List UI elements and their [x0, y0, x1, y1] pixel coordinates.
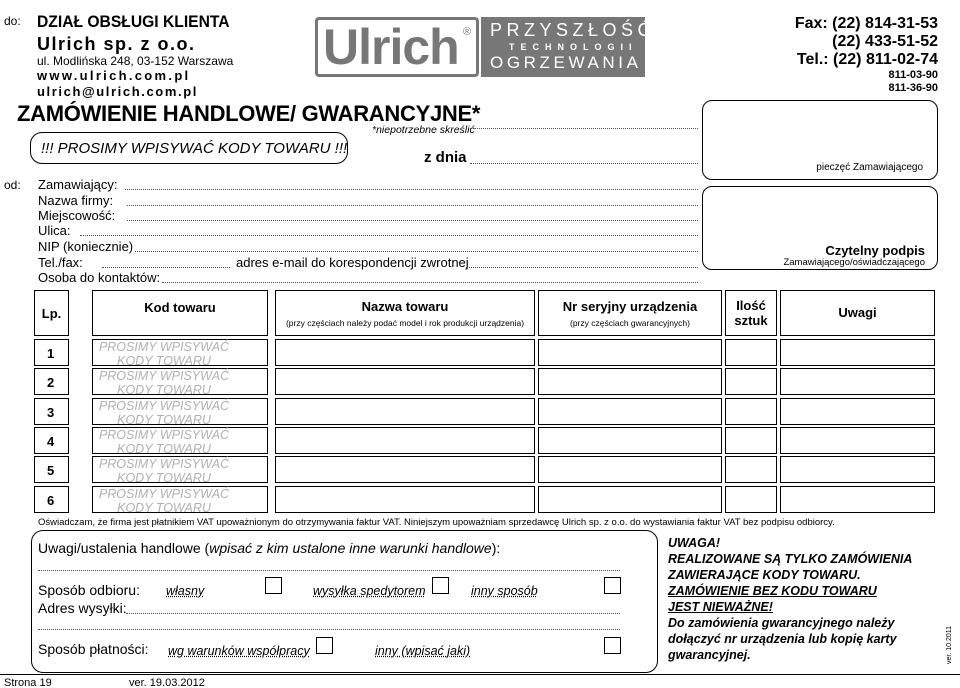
table-cell-notes[interactable] — [780, 486, 935, 513]
field-email[interactable] — [466, 267, 698, 268]
code-hint — [93, 428, 235, 456]
field-ulica[interactable] — [80, 235, 698, 236]
code-hint-line-2: KODY TOWARU — [117, 354, 211, 368]
table-cell-qty[interactable] — [725, 427, 777, 454]
row-number: 6 — [47, 493, 55, 508]
code-hint-line-1: PROSIMY WPISYWAĆ — [98, 457, 230, 471]
table-cell-qty[interactable] — [725, 398, 777, 425]
code-hint — [93, 487, 235, 515]
code-hint — [93, 457, 235, 485]
od-label: od: — [4, 178, 21, 192]
field-nip-label: NIP (koniecznie) — [38, 239, 134, 254]
pickup-option-own: własny — [166, 584, 205, 598]
table-cell-code[interactable] — [92, 339, 268, 366]
code-hint-line-1: PROSIMY WPISYWAĆ — [98, 428, 230, 442]
pickup-label: Sposób odbioru: — [38, 582, 140, 598]
table-cell-name[interactable] — [275, 486, 535, 513]
signature-sub: Zamawiającego/oświadczającego — [783, 257, 925, 268]
header-name-sub: (przy częściach należy podać model i rok produkcji urządzenia) — [285, 317, 525, 328]
code-hint-line-1: PROSIMY WPISYWAĆ — [98, 340, 230, 354]
payment-option-terms: wg warunków współpracy — [168, 644, 310, 658]
table-cell-lp — [34, 427, 69, 454]
field-zamawiajacy-label: Zamawiający: — [38, 177, 118, 192]
notes-field[interactable] — [38, 570, 620, 571]
footer-page: Strona 19 — [4, 677, 52, 688]
payment-other-checkbox[interactable] — [604, 637, 621, 654]
footer-rule — [0, 674, 960, 675]
field-nazwa-firmy-label: Nazwa firmy: — [38, 193, 114, 208]
logo-slogan-2: TECHNOLOGII — [509, 42, 638, 52]
side-version: ver. 10.2011 — [946, 625, 953, 664]
pickup-other-checkbox[interactable] — [604, 577, 621, 594]
fax-number: Fax: (22) 814-31-53 — [794, 15, 938, 32]
header-serial-text: Nr seryjny urządzenia — [562, 298, 698, 314]
warning-box — [30, 132, 348, 164]
field-contact-person-label: Osoba do kontaktów: — [38, 270, 161, 285]
table-cell-serial[interactable] — [538, 368, 722, 395]
code-hint-line-1: PROSIMY WPISYWAĆ — [98, 487, 230, 501]
logo-slogan-3: OGRZEWANIA — [490, 53, 642, 72]
code-hint — [93, 340, 235, 368]
table-cell-lp — [34, 339, 69, 366]
row-number: 2 — [47, 375, 55, 390]
code-hint-line-2: KODY TOWARU — [117, 501, 211, 515]
code-hint — [93, 369, 235, 397]
table-cell-code[interactable] — [92, 486, 268, 513]
field-telfax-label: Tel./fax: — [38, 255, 83, 270]
stamp-box[interactable] — [702, 100, 938, 180]
notice-title: UWAGA! — [668, 536, 721, 550]
shipping-address-field-2[interactable] — [38, 629, 620, 630]
field-contact-person[interactable] — [162, 282, 698, 283]
notes-label-end: ): — [491, 540, 501, 556]
code-hint — [93, 399, 235, 427]
header-qty-text: Ilość sztuk — [734, 298, 768, 328]
table-cell-code[interactable] — [92, 368, 268, 395]
notice-line-2: ZAWIERAJĄCE KODY TOWARU. — [668, 568, 861, 582]
company-website: www.ulrich.com.pl — [37, 68, 191, 83]
vat-declaration: Oświadczam, że firma jest płatnikiem VAT upoważnionym do otrzymywania faktur VAT. Niniejszym upoważniam sprzedawcę Ulrich sp. z o.o. do wystawiania faktur VAT bez podpisu odbiorcy. — [38, 517, 835, 528]
date-label: z dnia — [424, 149, 467, 166]
field-zamawiajacy[interactable] — [125, 189, 698, 190]
table-cell-serial[interactable] — [538, 456, 722, 483]
table-cell-lp — [34, 486, 69, 513]
table-cell-lp — [34, 368, 69, 395]
header-notes-text: Uwagi — [838, 304, 877, 320]
code-hint-line-2: KODY TOWARU — [117, 383, 211, 397]
table-cell-name[interactable] — [275, 398, 535, 425]
table-header-serial — [538, 290, 722, 336]
logo-slogan-box — [481, 17, 656, 77]
shipping-label: Adres wysyłki: — [38, 600, 127, 616]
table-cell-code[interactable] — [92, 456, 268, 483]
table-cell-name[interactable] — [275, 427, 535, 454]
table-header-notes — [780, 290, 935, 336]
header-serial-sub: (przy częściach gwarancyjnych) — [570, 317, 690, 328]
table-cell-notes[interactable] — [780, 398, 935, 425]
code-hint-line-2: KODY TOWARU — [117, 442, 211, 456]
table-cell-notes[interactable] — [780, 456, 935, 483]
title-choice-line[interactable] — [470, 128, 698, 129]
ulrich-logo — [315, 17, 656, 77]
field-nazwa-firmy[interactable] — [127, 205, 698, 206]
signature-title: Czytelny podpis — [825, 243, 925, 258]
table-cell-notes[interactable] — [780, 368, 935, 395]
tel-extension-2: 811-36-90 — [888, 82, 938, 94]
table-header-lp — [34, 290, 69, 336]
field-telfax[interactable] — [102, 267, 230, 268]
header-lp-text: Lp. — [41, 305, 62, 321]
payment-label: Sposób płatności: — [38, 641, 149, 657]
header-code-text: Kod towaru — [144, 299, 216, 315]
row-number: 3 — [47, 405, 55, 420]
phone-number-2: (22) 433-51-52 — [832, 33, 938, 50]
notice-line-3: ZAMÓWIENIE BEZ KODU TOWARU — [668, 584, 877, 598]
table-cell-notes[interactable] — [780, 339, 935, 366]
table-cell-qty[interactable] — [725, 456, 777, 483]
table-cell-serial[interactable] — [538, 339, 722, 366]
pickup-own-checkbox[interactable] — [265, 577, 282, 594]
code-hint-line-2: KODY TOWARU — [117, 413, 211, 427]
notice-line-4: JEST NIEWAŻNE! — [668, 600, 773, 614]
code-hint-line-1: PROSIMY WPISYWAĆ — [98, 399, 230, 413]
table-cell-serial[interactable] — [538, 427, 722, 454]
pickup-option-forwarder: wysyłka spedytorem — [313, 584, 426, 598]
row-number: 4 — [47, 434, 55, 449]
notice-line-1: REALIZOWANE SĄ TYLKO ZAMÓWIENIA — [668, 552, 913, 566]
notice-line-7: gwarancyjnej. — [668, 648, 751, 662]
table-cell-qty[interactable] — [725, 368, 777, 395]
sender-block — [0, 8, 300, 98]
table-cell-code[interactable] — [92, 398, 268, 425]
pickup-option-other: inny sposób — [471, 584, 538, 598]
table-header-code — [92, 290, 268, 336]
company-dept: DZIAŁ OBSŁUGI KLIENTA — [37, 12, 230, 31]
tel-number: Tel.: (22) 811-02-74 — [796, 51, 938, 68]
company-email: ulrich@ulrich.com.pl — [37, 84, 198, 99]
payment-option-other: inny (wpisać jaki) — [375, 644, 471, 658]
header-name-text: Nazwa towaru — [361, 298, 449, 314]
form-title: ZAMÓWIENIE HANDLOWE/ GWARANCYJNE* — [17, 101, 481, 126]
table-cell-code[interactable] — [92, 427, 268, 454]
stamp-label: pieczęć Zamawiającego — [816, 162, 923, 173]
table-cell-lp — [34, 398, 69, 425]
code-hint-line-1: PROSIMY WPISYWAĆ — [98, 369, 230, 383]
code-hint-line-2: KODY TOWARU — [117, 471, 211, 485]
signature-box[interactable] — [702, 186, 938, 270]
table-cell-serial[interactable] — [538, 398, 722, 425]
warning-text: !!! PROSIMY WPISYWAĆ KODY TOWARU !!! — [41, 140, 348, 157]
table-header-name — [275, 290, 535, 336]
email-label: adres e-mail do korespondencji zwrotnej — [236, 255, 469, 270]
table-cell-serial[interactable] — [538, 486, 722, 513]
contact-block — [718, 15, 938, 95]
company-name: Ulrich sp. z o.o. — [37, 34, 196, 54]
tel-extension-1: 811-03-90 — [888, 69, 938, 81]
date-field[interactable] — [470, 163, 698, 164]
table-cell-name[interactable] — [275, 339, 535, 366]
notes-label-start: Uwagi/ustalenia handlowe ( — [38, 540, 210, 556]
logo-brand-text: Ulrich — [323, 19, 459, 75]
asterisk-note: *niepotrzebne skreślić — [372, 124, 475, 136]
shipping-address-field[interactable] — [126, 613, 620, 614]
logo-slogan-1: PRZYSZŁOŚĆ — [490, 20, 656, 40]
row-number: 5 — [47, 463, 55, 478]
notice-line-6: dołączyć nr urządzenia lub kopię karty — [668, 632, 897, 646]
notes-label — [38, 540, 500, 556]
notes-label-italic: wpisać z kim ustalone inne warunki handlowe — [209, 540, 492, 556]
notice-line-5: Do zamówienia gwarancyjnego należy — [668, 616, 895, 630]
table-cell-lp — [34, 456, 69, 483]
table-header-qty — [725, 290, 777, 336]
company-address: ul. Modlińska 248, 03-152 Warszawa — [37, 54, 234, 68]
field-ulica-label: Ulica: — [38, 223, 71, 238]
row-number: 1 — [47, 346, 55, 361]
logo-registered: ® — [463, 26, 472, 38]
footer-version: ver. 19.03.2012 — [129, 677, 205, 688]
table-cell-notes[interactable] — [780, 427, 935, 454]
do-label: do: — [4, 14, 21, 28]
field-miejscowosc[interactable] — [127, 220, 698, 221]
logo-brand-box — [315, 17, 479, 77]
notice-block — [668, 535, 938, 663]
payment-terms-checkbox[interactable] — [316, 637, 333, 654]
table-cell-name[interactable] — [275, 368, 535, 395]
table-cell-name[interactable] — [275, 456, 535, 483]
field-nip[interactable] — [135, 251, 698, 252]
table-cell-qty[interactable] — [725, 486, 777, 513]
pickup-forwarder-checkbox[interactable] — [432, 577, 449, 594]
field-miejscowosc-label: Miejscowość: — [38, 208, 116, 223]
table-cell-qty[interactable] — [725, 339, 777, 366]
